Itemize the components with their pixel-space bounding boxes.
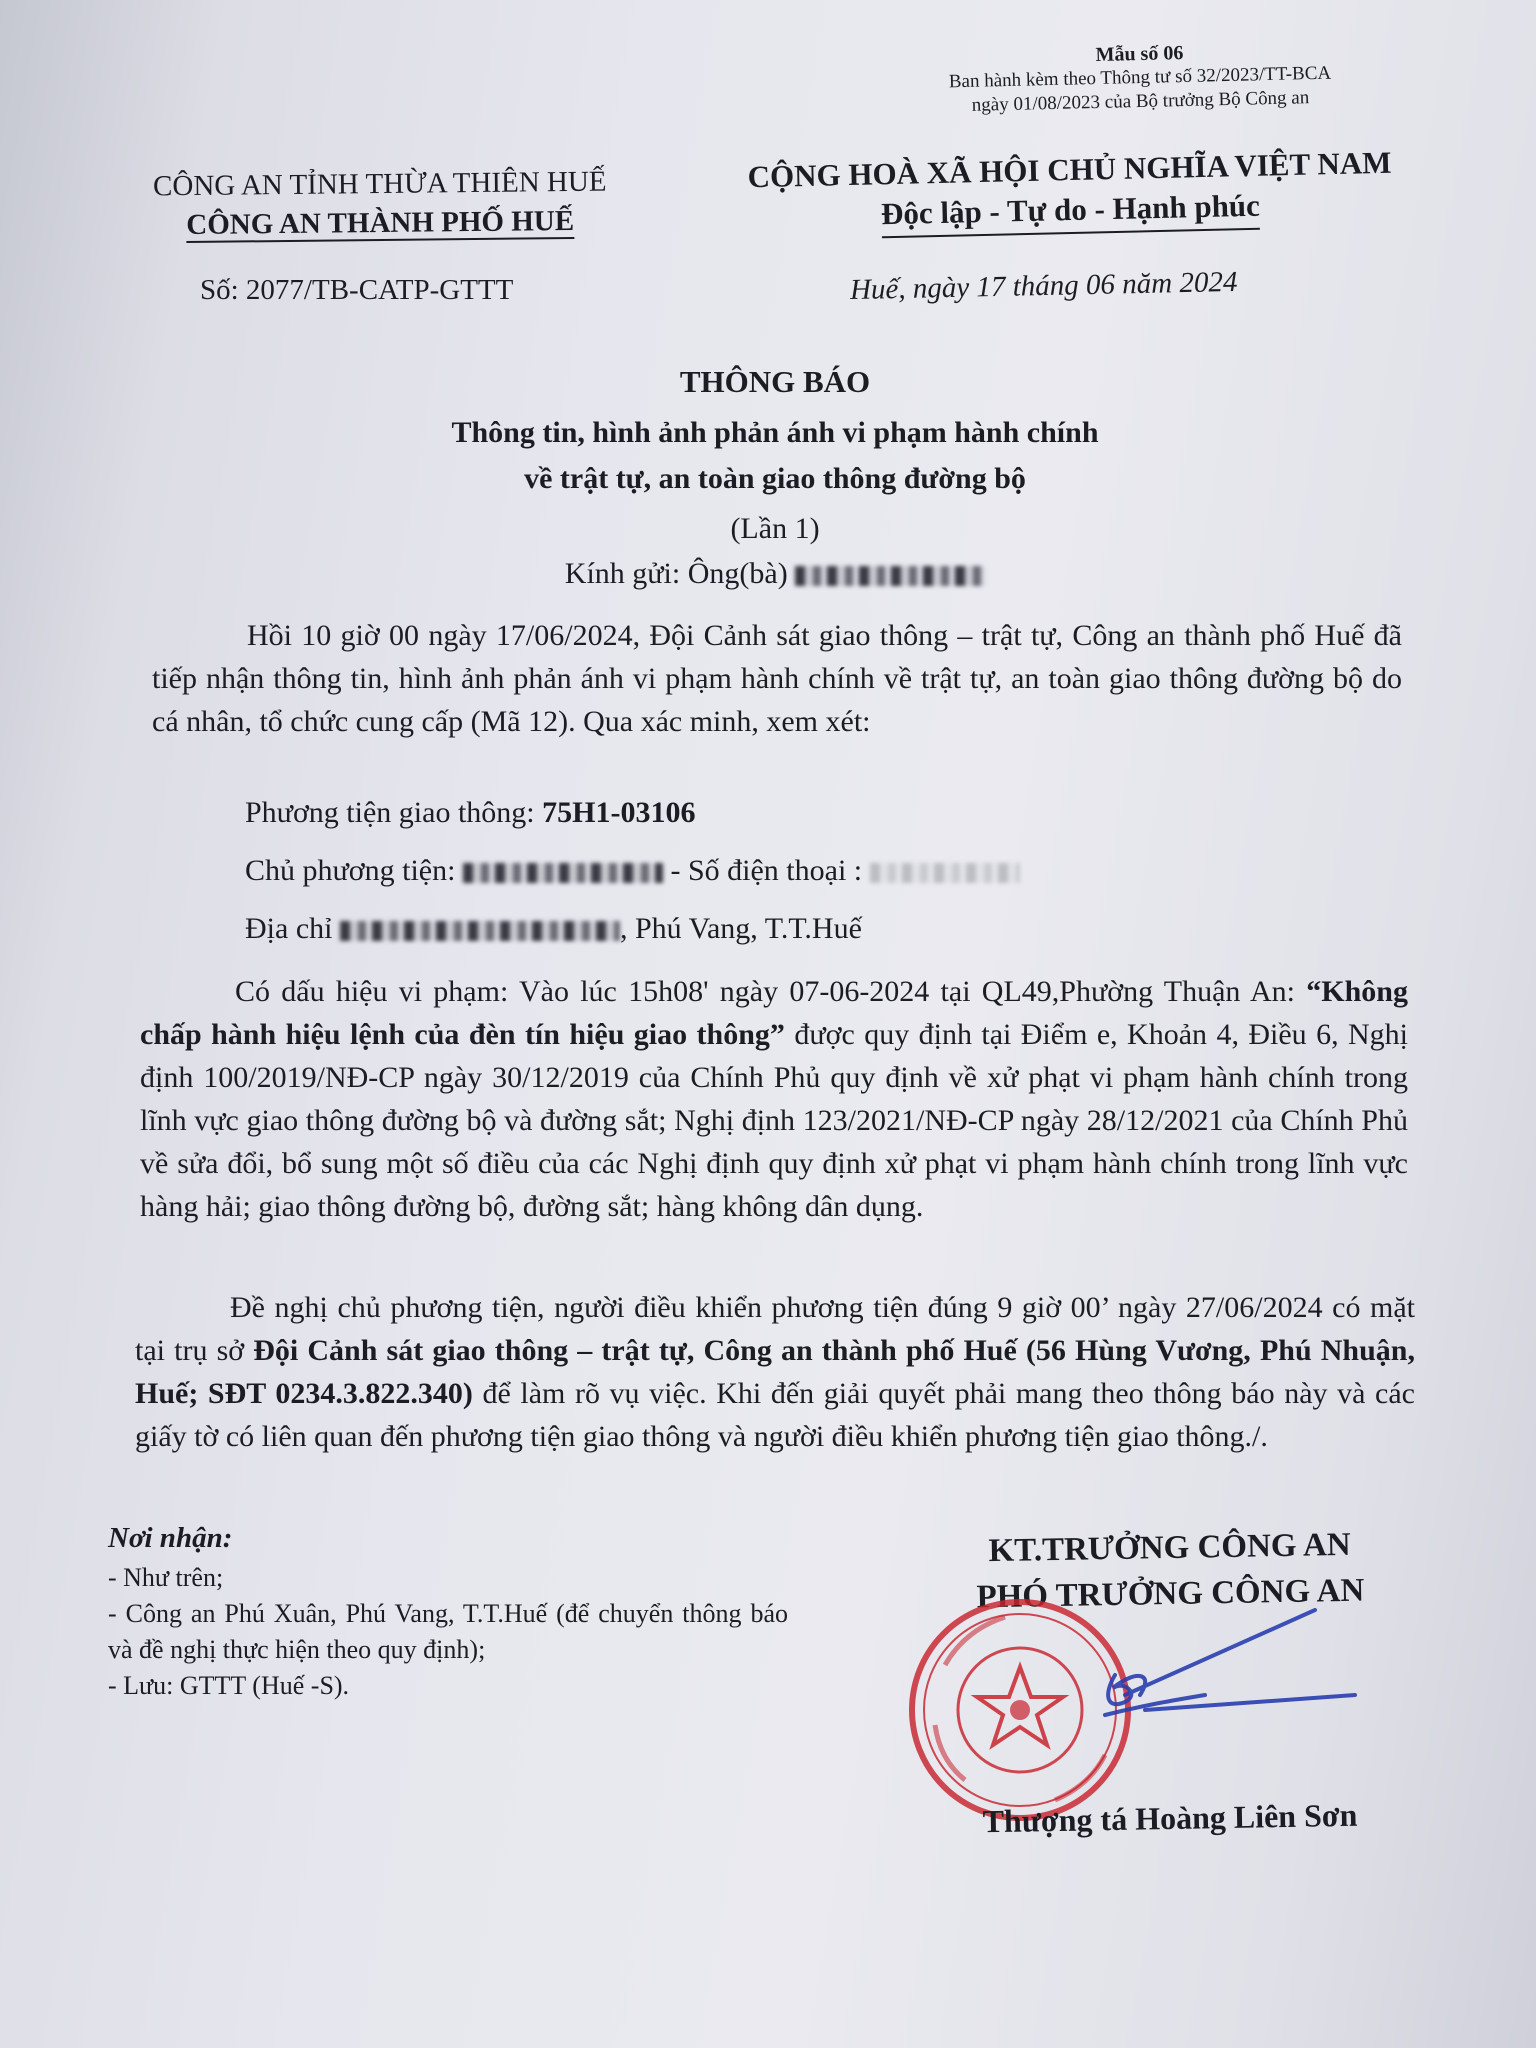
issuing-agency: CÔNG AN THÀNH PHỐ HUẾ — [186, 204, 575, 242]
violation-text-a: Có dấu hiệu vi phạm: Vào lúc 15h08' ngày 07-06-2024 tại QL49,Phường Thuận An: — [235, 975, 1307, 1008]
addressee — [200, 557, 1350, 591]
intro-text: Hồi 10 giờ 00 ngày 17/06/2024, Đội Cảnh sát giao thông – trật tự, Công an thành phố Huế đã tiếp nhận thông tin, hình ảnh phản ánh vi phạm hành chính về trật tự, an toàn giao thông đường bộ do cá nhân, tổ chức cung cấp (Mã 12). Qua xác minh, xem xét: — [152, 619, 1402, 738]
parent-agency: CÔNG AN TỈNH THỪA THIÊN HUẾ — [152, 165, 607, 203]
form-reference — [879, 36, 1400, 120]
document-number: Số: 2077/TB-CATP-GTTT — [200, 274, 514, 306]
form-issued-line: Ban hành kèm theo Thông tư số 32/2023/TT-BCA — [948, 62, 1332, 93]
request-text-a: Đề nghị chủ phương tiện, người điều khiển phương tiện đúng 9 giờ 00’ ngày 27/06/2024 có mặt tại trụ sở — [135, 1291, 1415, 1367]
signature-title-line-1: KT.TRƯỞNG CÔNG AN — [988, 1526, 1351, 1570]
office-address: Đội Cảnh sát giao thông – trật tự, Công an thành phố Huế (56 Hùng Vương, Phú Nhuận, Huế; SĐT 0234.3.822.340) — [135, 1334, 1415, 1410]
address-value: , Phú Vang, T.T.Huế — [619, 912, 862, 945]
addressee-label: Kính gửi: Ông(bà) — [564, 557, 788, 590]
address-label: Địa chỉ — [245, 912, 333, 945]
subtitle-line-1: Thông tin, hình ảnh phản ánh vi phạm hành chính — [451, 416, 1099, 449]
place-date: Huế, ngày 17 tháng 06 năm 2024 — [849, 265, 1238, 307]
form-date-line: ngày 01/08/2023 của Bộ trưởng Bộ Công an — [971, 87, 1310, 116]
redacted-address — [340, 921, 620, 941]
recipients-block — [108, 1520, 788, 1704]
vehicle-label: Phương tiện giao thông: — [245, 796, 535, 829]
national-motto: Độc lập - Tự do - Hạnh phúc — [881, 186, 1261, 239]
signature-title-line-2: PHÓ TRƯỞNG CÔNG AN — [976, 1572, 1365, 1616]
recipient-item: - Công an Phú Xuân, Phú Vang, T.T.Huế (để chuyển thông báo và đề nghị thực hiện theo quy định); — [108, 1599, 788, 1664]
nation-name: CỘNG HOÀ XÃ HỘI CHỦ NGHĨA VIỆT NAM — [747, 144, 1392, 195]
recipient-item: - Như trên; — [108, 1563, 224, 1592]
recipient-item: - Lưu: GTTT (Huế -S). — [108, 1671, 350, 1700]
vehicle-field — [245, 796, 695, 830]
violation-name: “Không chấp hành hiệu lệnh của đèn tín hiệu giao thông” — [140, 975, 1408, 1051]
signer-name: Thượng tá Hoàng Liên Sơn — [982, 1796, 1358, 1840]
document-title: THÔNG BÁO — [679, 364, 871, 399]
request-text-c: để làm rõ vụ việc. Khi đến giải quyết phải mang theo thông báo này và các giấy tờ có liên quan đến phương tiện giao thông và người điều khiển phương tiện giao thông./. — [135, 1377, 1415, 1453]
request-paragraph — [135, 1286, 1415, 1458]
form-number: Mẫu số 06 — [1095, 42, 1184, 66]
violation-paragraph — [140, 970, 1408, 1228]
document-subtitle — [200, 410, 1350, 502]
owner-field — [245, 854, 1020, 888]
agency-header — [105, 162, 656, 246]
redacted-name — [795, 566, 985, 586]
redacted-owner — [463, 863, 663, 883]
redacted-phone — [870, 863, 1020, 883]
owner-label: Chủ phương tiện: — [245, 854, 456, 887]
intro-paragraph — [152, 614, 1402, 743]
notice-count: (Lần 1) — [730, 512, 820, 545]
phone-label: - Số điện thoại : — [670, 854, 863, 887]
subtitle-line-2: về trật tự, an toàn giao thông đường bộ — [524, 462, 1026, 495]
address-field — [245, 912, 862, 946]
vehicle-plate: 75H1-03106 — [542, 796, 696, 829]
recipients-heading: Nơi nhận: — [108, 1522, 233, 1554]
national-header — [699, 142, 1441, 243]
handwritten-signature — [1085, 1600, 1385, 1750]
violation-text-c: được quy định tại Điểm e, Khoản 4, Điều 6, Nghị định 100/2019/NĐ-CP ngày 30/12/2019 của Chính Phủ quy định về xử phạt vi phạm hành chính trong lĩnh vực giao thông đường bộ và đường sắt; Nghị định 123/2021/NĐ-CP ngày 28/12/2021 của Chính Phủ về sửa đổi, bổ sung một số điều của các Nghị định quy định xử phạt vi phạm hành chính trong lĩnh vực hàng hải; giao thông đường bộ, đường sắt; hàng không dân dụng. — [140, 1018, 1408, 1223]
